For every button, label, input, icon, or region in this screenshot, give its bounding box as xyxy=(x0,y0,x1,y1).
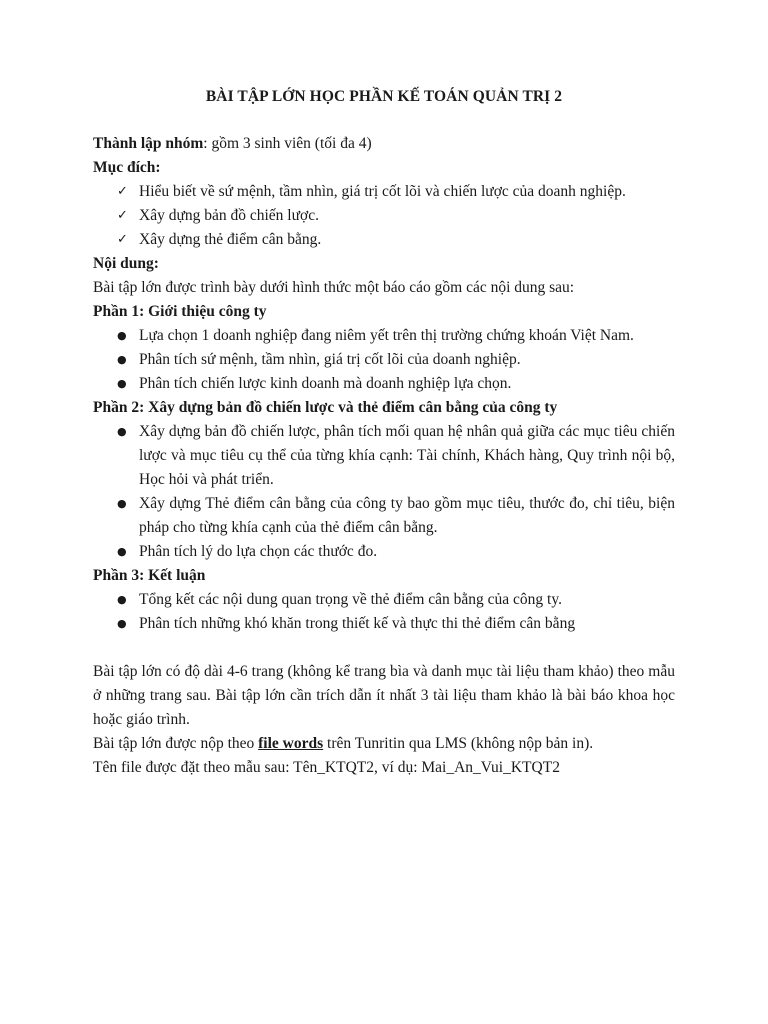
list-item-text: Xây dựng Thẻ điểm cân bằng của công ty bao gồm mục tiêu, thước đo, chỉ tiêu, biện pháp cho từng khía cạnh của thẻ điểm cân bằng. xyxy=(139,495,675,536)
length-paragraph: Bài tập lớn có độ dài 4-6 trang (không kể trang bìa và danh mục tài liệu tham khảo) theo mẫu ở những trang sau. Bài tập lớn cần trích dẫn ít nhất 3 tài liệu tham khảo là bài báo khoa học hoặc giáo trình. xyxy=(93,663,675,728)
content-heading: Nội dung: xyxy=(93,255,159,272)
check-icon: ✓ xyxy=(117,208,128,223)
filename-paragraph: Tên file được đặt theo mẫu sau: Tên_KTQT2, ví dụ: Mai_An_Vui_KTQT2 xyxy=(93,759,560,776)
bullet-icon: ● xyxy=(117,497,127,510)
list-item-text: Phân tích chiến lược kinh doanh mà doanh nghiệp lựa chọn. xyxy=(139,375,512,392)
section-2-heading: Phần 2: Xây dựng bản đồ chiến lược và thẻ điểm cân bằng của công ty xyxy=(93,399,558,416)
list-item xyxy=(93,492,675,540)
list-item xyxy=(93,204,675,228)
submission-text-before: Bài tập lớn được nộp theo xyxy=(93,735,259,752)
check-icon: ✓ xyxy=(117,184,128,199)
section-1-list xyxy=(93,324,675,396)
list-item-text: Lựa chọn 1 doanh nghiệp đang niêm yết trên thị trường chứng khoán Việt Nam. xyxy=(139,327,634,344)
list-item xyxy=(93,228,675,252)
list-item-text: Phân tích những khó khăn trong thiết kế và thực thi thẻ điểm cân bằng xyxy=(139,615,576,632)
file-words-emphasis: file words xyxy=(258,735,324,752)
list-item-text: Xây dựng bản đồ chiến lược. xyxy=(139,207,319,224)
group-text: : gồm 3 sinh viên (tối đa 4) xyxy=(203,135,372,152)
bullet-icon: ● xyxy=(117,329,127,342)
section-3-list xyxy=(93,588,675,636)
bullet-icon: ● xyxy=(117,545,127,558)
list-item-text: Xây dựng bản đồ chiến lược, phân tích mối quan hệ nhân quả giữa các mục tiêu chiến lược và mục tiêu cụ thể của từng khía cạnh: Tài chính, Khách hàng, Quy trình nội bộ, Học hỏi và phát triển. xyxy=(139,423,675,488)
submission-paragraph xyxy=(93,732,675,756)
list-item xyxy=(93,372,675,396)
list-item-text: Phân tích lý do lựa chọn các thước đo. xyxy=(139,543,378,560)
list-item xyxy=(93,348,675,372)
list-item xyxy=(93,540,675,564)
list-item xyxy=(93,180,675,204)
spacer xyxy=(93,636,675,660)
purpose-list xyxy=(93,180,675,252)
list-item xyxy=(93,420,675,492)
list-item-text: Phân tích sứ mệnh, tầm nhìn, giá trị cốt lõi của doanh nghiệp. xyxy=(139,351,521,368)
bullet-icon: ● xyxy=(117,353,127,366)
group-label: Thành lập nhóm xyxy=(93,135,204,152)
list-item xyxy=(93,324,675,348)
document-body xyxy=(93,132,675,780)
purpose-heading: Mục đích: xyxy=(93,159,161,176)
list-item-text: Hiểu biết về sứ mệnh, tầm nhìn, giá trị cốt lõi và chiến lược của doanh nghiệp. xyxy=(139,183,626,200)
list-item xyxy=(93,612,675,636)
list-item xyxy=(93,588,675,612)
bullet-icon: ● xyxy=(117,593,127,606)
bullet-icon: ● xyxy=(117,617,127,630)
list-item-text: Tổng kết các nội dung quan trọng về thẻ điểm cân bằng của công ty. xyxy=(139,591,562,608)
submission-text-after: trên Tunritin qua LMS (không nộp bản in). xyxy=(323,735,594,752)
bullet-icon: ● xyxy=(117,377,127,390)
section-1-heading: Phần 1: Giới thiệu công ty xyxy=(93,303,267,320)
section-2-list xyxy=(93,420,675,564)
group-line xyxy=(93,132,675,156)
content-intro: Bài tập lớn được trình bày dưới hình thức một báo cáo gồm các nội dung sau: xyxy=(93,279,575,296)
bullet-icon: ● xyxy=(117,425,127,438)
section-3-heading: Phần 3: Kết luận xyxy=(93,567,206,584)
check-icon: ✓ xyxy=(117,232,128,247)
document-title: BÀI TẬP LỚN HỌC PHẦN KẾ TOÁN QUẢN TRỊ 2 xyxy=(205,88,563,105)
list-item-text: Xây dựng thẻ điểm cân bằng. xyxy=(139,231,322,248)
